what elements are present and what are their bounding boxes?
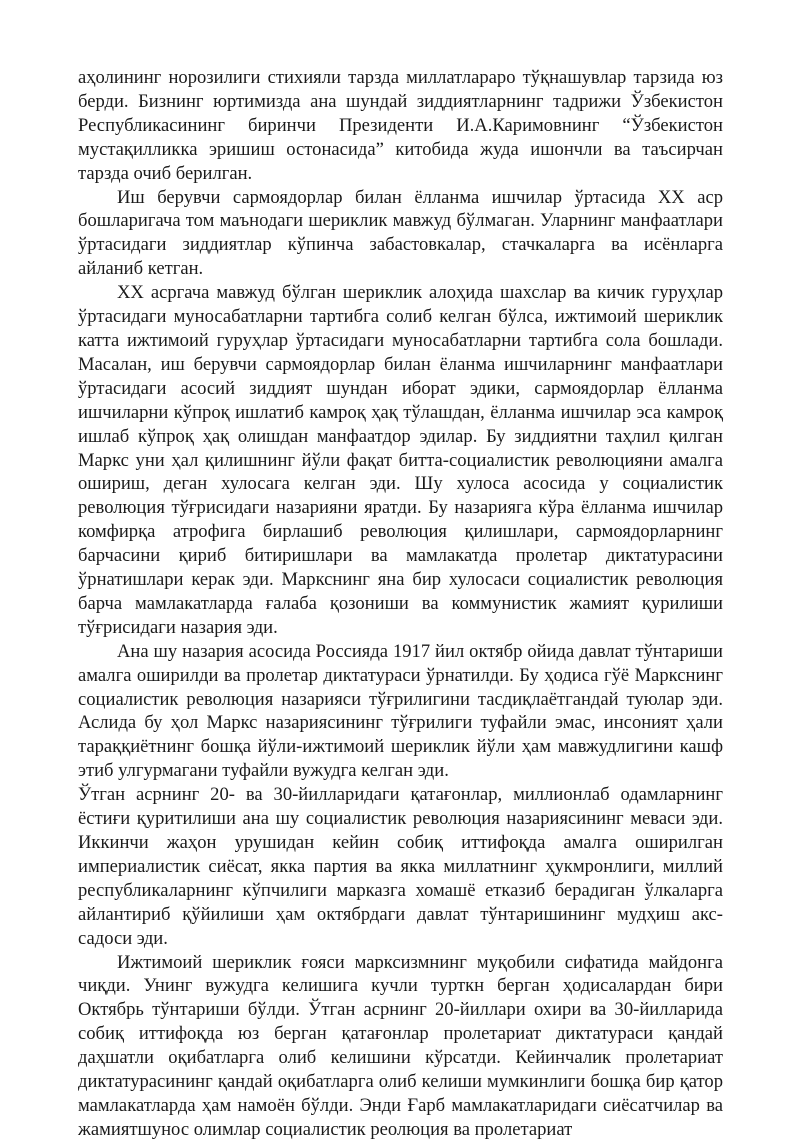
paragraph-6: Ижтимоий шериклик ғояси марксизмнинг муқобили сифатида майдонга чиқди. Унинг вужудга келишига кучли турткн берган ҳодисалардан бири Октябрь тўнтариши бўлди. Ўтган асрнинг 20-йиллари охири ва 30-йилларида собиқ иттифоқда юз берган қатағонлар пролетариат диктатураси қандай даҳшатли оқибатларга олиб келишини кўрсатди. Кейинчалик пролетариат диктатурасининг қандай оқибатларга олиб келиши мумкинлиги бошқа бир қатор мамлакатларда ҳам намоён бўлди. Энди Ғарб мамлакатларидаги сиёсатчилар ва жамиятшунос олимлар социалистик реолюция ва пролетариат xyxy=(78,951,723,1140)
paragraph-1: аҳолининг норозилиги стихияли тарзда миллатлараро тўқнашувлар тарзида юз берди. Бизнинг юртимизда ана шундай зиддиятларнинг тадрижи Ўзбекистон Республикасининг биринчи Президенти И.А.Каримовнинг “Ўзбекистон мустақилликка эришиш остонасида” китобида жуда ишончли ва таъсирчан тарзда очиб берилган. xyxy=(78,67,723,184)
paragraph-2: Иш берувчи сармоядорлар билан ёлланма ишчилар ўртасида XX аср бошларигача том маънодаги шериклик мавжуд бўлмаган. Уларнинг манфаатлари ўртасидаги зиддиятлар кўпинча забастовкалар, стачкаларга ва исёнларга айланиб кетган. xyxy=(78,186,723,280)
paragraph-4: Ана шу назария асосида Россияда 1917 йил октябр ойида давлат тўнтариши амалга оширилди ва пролетар диктатураси ўрнатилди. Бу ҳодиса гўё Маркснинг социалистик революция назарияси тўғрилигини тасдиқлаётгандай туюлар эди. Аслида бу ҳол Маркс назариясининг тўғрилиги туфайли эмас, инсоният ҳали тараққиётнинг бошқа йўли-ижтимоий шериклик йўли ҳам мавжудлигини кашф этиб улгурмагани туфайли вужудга келган эди. xyxy=(78,640,723,782)
paragraph-5: Ўтган асрнинг 20- ва 30-йилларидаги қатағонлар, миллионлаб одамларнинг ёстиғи қуритилиши ана шу социалистик революция назариясининг меваси эди. Иккинчи жаҳон урушидан кейин собиқ иттифоқда амалга оширилган империалистик сиёсат, якка партия ва якка миллатнинг ҳукмронлиги, миллий республикаларнинг кўпчилиги марказга хомашё етказиб берадиган ўлкаларга айлантириб қўйилиши ҳам октябрдаги давлат тўнтаришининг мудҳиш акс-садоси эди. xyxy=(78,784,723,949)
paragraph-3: XX асргача мавжуд бўлган шериклик алоҳида шахслар ва кичик гуруҳлар ўртасидаги муносабатларни тартибга солиб келган бўлса, ижтимоий шериклик катта ижтимоий гуруҳлар ўртасидаги муносабатларни тартибга сола бошлади. Масалан, иш берувчи сармоядорлар билан ёланма ишчиларнинг манфаатлари ўртасидаги асосий зиддият шундан иборат эдики, сармоядорлар ёлланма ишчиларни кўпроқ ишлатиб камроқ ҳақ тўлашдан, ёлланма ишчилар эса камроқ ишлаб кўпроқ ҳақ олишдан манфаатдор эдилар. Бу зиддиятни таҳлил қилган Маркс уни ҳал қилишнинг йўли фақат битта-социалистик революцияни амалга ошириш, деган хулосага келган эди. Шу хулоса асосида у социалистик революция тўғрисидаги назарияни яратди. Бу назарияга кўра ёлланма ишчилар комфирқа атрофига бирлашиб революция қилишлари, сармоядорларнинг барчасини қириб битиришлари ва мамлакатда пролетар диктатурасини ўрнатишлари керак эди. Маркснинг яна бир хулосаси социалистик революция барча мамлакатларда ғалаба қозониши ва коммунистик жамият қурилиши тўғрисидаги назария эди. xyxy=(78,282,723,638)
document-page xyxy=(78,66,723,1142)
